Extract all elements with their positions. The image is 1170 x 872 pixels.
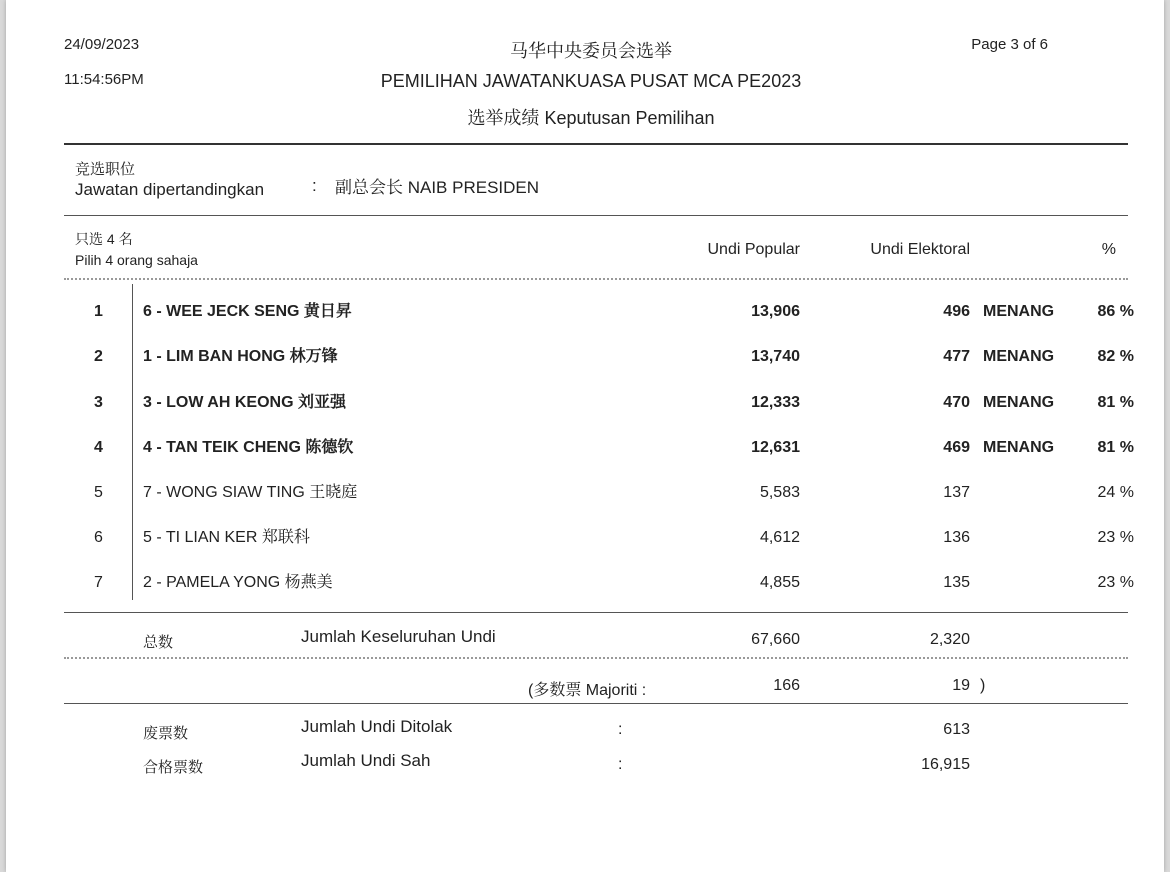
electoral-votes: 135 — [943, 574, 970, 591]
table-row — [6, 393, 1164, 438]
vote-percent: 24 % — [1097, 484, 1134, 501]
row-rank: 1 — [94, 303, 103, 320]
row-rank: 4 — [94, 439, 103, 456]
rejected-label-malay: Jumlah Undi Ditolak — [301, 717, 453, 736]
rejected-votes: 613 — [943, 721, 970, 738]
rejected-separator: : — [618, 721, 623, 738]
candidate-name: 5 - TI LIAN KER 郑联科 — [143, 529, 310, 546]
vote-percent: 81 % — [1097, 394, 1134, 411]
popular-votes: 5,583 — [759, 484, 800, 501]
totals-label-malay: Jumlah Keseluruhan Undi — [301, 627, 496, 646]
row-rank: 3 — [94, 394, 103, 411]
candidate-name: 6 - WEE JECK SENG 黄日昇 — [143, 303, 352, 320]
candidate-name: 4 - TAN TEIK CHENG 陈德钦 — [143, 439, 354, 456]
report-date: 24/09/2023 — [64, 36, 140, 53]
position-label-chinese: 竞选职位 — [75, 161, 136, 178]
row-rank: 7 — [94, 574, 103, 591]
electoral-votes: 137 — [943, 484, 970, 501]
candidate-name: 1 - LIM BAN HONG 林万锋 — [143, 348, 338, 365]
popular-votes: 4,612 — [759, 529, 800, 546]
valid-label-chinese: 合格票数 — [143, 759, 204, 776]
vote-percent: 86 % — [1097, 303, 1134, 320]
rejected-label-chinese: 废票数 — [143, 725, 189, 742]
result-status: MENANG — [983, 394, 1055, 411]
title-chinese: 马华中央委员会选举 — [510, 41, 672, 61]
results-divider — [64, 612, 1128, 613]
title-malay: PEMILIHAN JAWATANKUASA PUSAT MCA PE2023 — [380, 71, 802, 91]
select-count-malay: Pilih 4 orang sahaja — [75, 252, 198, 268]
document-page — [6, 0, 1164, 872]
valid-label-malay: Jumlah Undi Sah — [301, 751, 431, 770]
electoral-votes: 496 — [943, 303, 970, 320]
popular-votes: 13,906 — [751, 303, 800, 320]
vote-percent: 23 % — [1097, 529, 1134, 546]
column-header-popular: Undi Popular — [707, 241, 800, 258]
totals-electoral: 2,320 — [929, 631, 970, 648]
position-value: 副总会长 NAIB PRESIDEN — [335, 178, 540, 197]
candidate-name: 3 - LOW AH KEONG 刘亚强 — [143, 394, 346, 411]
popular-votes: 4,855 — [759, 574, 800, 591]
candidate-name: 2 - PAMELA YONG 杨燕美 — [143, 574, 333, 591]
row-rank: 6 — [94, 529, 103, 546]
vote-percent: 81 % — [1097, 439, 1134, 456]
valid-votes: 16,915 — [921, 756, 970, 773]
position-divider — [64, 215, 1128, 216]
table-row — [6, 483, 1164, 528]
header-divider — [64, 143, 1128, 145]
table-row — [6, 302, 1164, 347]
vote-percent: 23 % — [1097, 574, 1134, 591]
majority-electoral: 19 — [952, 677, 970, 694]
position-label-malay: Jawatan dipertandingkan — [75, 180, 265, 199]
result-status: MENANG — [983, 303, 1055, 320]
majority-close: ) — [980, 677, 986, 694]
majority-label: (多数票 Majoriti : — [528, 682, 647, 699]
valid-separator: : — [618, 756, 623, 773]
electoral-votes: 136 — [943, 529, 970, 546]
candidate-name: 7 - WONG SIAW TING 王晓庭 — [143, 484, 358, 501]
electoral-votes: 477 — [943, 348, 970, 365]
popular-votes: 12,631 — [751, 439, 800, 456]
column-header-divider — [64, 278, 1128, 280]
report-time: 11:54:56PM — [64, 71, 144, 88]
row-rank: 2 — [94, 348, 103, 365]
totals-label-chinese: 总数 — [143, 634, 174, 651]
result-status: MENANG — [983, 348, 1055, 365]
select-count-chinese: 只选 4 名 — [75, 231, 133, 247]
table-row — [6, 438, 1164, 483]
column-header-electoral: Undi Elektoral — [870, 241, 970, 258]
row-rank: 5 — [94, 484, 103, 501]
table-row — [6, 528, 1164, 573]
report-subtitle: 选举成绩 Keputusan Pemilihan — [467, 108, 715, 128]
vote-percent: 82 % — [1097, 348, 1134, 365]
electoral-votes: 469 — [943, 439, 970, 456]
position-separator: : — [312, 176, 317, 195]
table-row — [6, 347, 1164, 392]
column-header-percent: % — [1101, 241, 1116, 258]
page-indicator: Page 3 of 6 — [971, 36, 1048, 53]
popular-votes: 13,740 — [751, 348, 800, 365]
result-status: MENANG — [983, 439, 1055, 456]
majority-divider — [64, 703, 1128, 704]
popular-votes: 12,333 — [751, 394, 800, 411]
majority-popular: 166 — [773, 677, 800, 694]
electoral-votes: 470 — [943, 394, 970, 411]
totals-popular: 67,660 — [751, 631, 800, 648]
totals-divider — [64, 657, 1128, 659]
